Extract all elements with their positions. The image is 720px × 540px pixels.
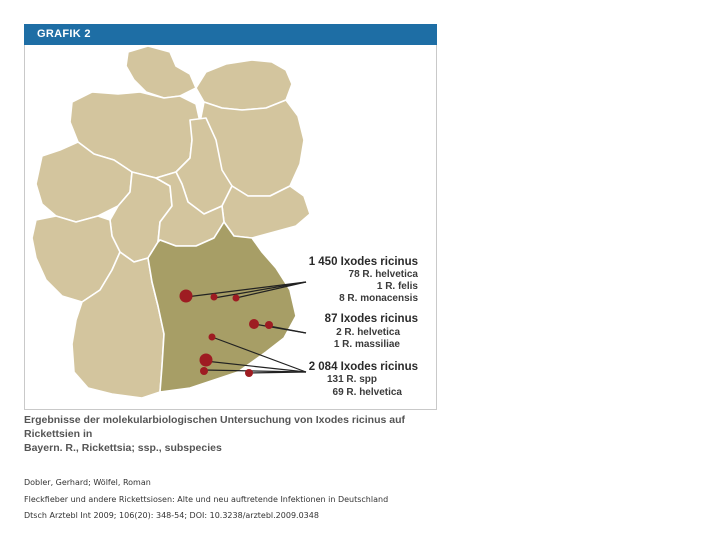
legend-group-1-item: 78 R. helvetica	[348, 269, 418, 280]
site-marker	[200, 354, 213, 367]
site-marker	[249, 319, 259, 329]
legend-group-3-item: 131 R. spp	[326, 374, 377, 385]
region-bayern	[148, 222, 296, 392]
connector-line	[249, 372, 306, 373]
citation	[24, 475, 388, 525]
citation-authors: Dobler, Gerhard; Wölfel, Roman	[24, 478, 151, 487]
legend-group-3-item: 69 R. helvetica	[332, 387, 402, 398]
site-marker	[245, 369, 253, 377]
caption-line: Bayern. R., Rickettsia; ssp., subspecies	[24, 442, 222, 454]
site-marker	[180, 290, 193, 303]
site-marker	[211, 294, 218, 301]
site-marker	[200, 367, 208, 375]
citation-title: Fleckfieber und andere Rickettsiosen: Alte und neu auftretende Infektionen in Deutschland	[24, 494, 389, 504]
figure-header: GRAFIK 2	[24, 24, 437, 45]
legend-group-1-main: 1 450 Ixodes ricinus	[308, 256, 418, 268]
site-marker	[209, 334, 216, 341]
caption-line: Ergebnisse der molekularbiologischen Untersuchung von Ixodes ricinus auf Rickettsien in	[24, 414, 405, 440]
citation-reference: Dtsch Arztebl Int 2009; 106(20): 348-54; DOI: 10.3238/arztebl.2009.0348	[24, 511, 319, 520]
legend-group-1-item: 8 R. monacensis	[339, 293, 418, 304]
legend-group-3-main: 2 084 Ixodes ricinus	[308, 361, 418, 373]
site-marker	[233, 295, 240, 302]
figure-caption	[24, 413, 444, 455]
legend-group-2-item: 2 R. helvetica	[336, 327, 400, 338]
site-marker	[265, 321, 273, 329]
region-schleswig-holstein	[126, 46, 196, 98]
legend-group-2-item: 1 R. massiliae	[333, 339, 400, 350]
legend-group-2-main: 87 Ixodes ricinus	[324, 313, 418, 325]
legend-group-1-item: 1 R. felis	[376, 281, 418, 292]
